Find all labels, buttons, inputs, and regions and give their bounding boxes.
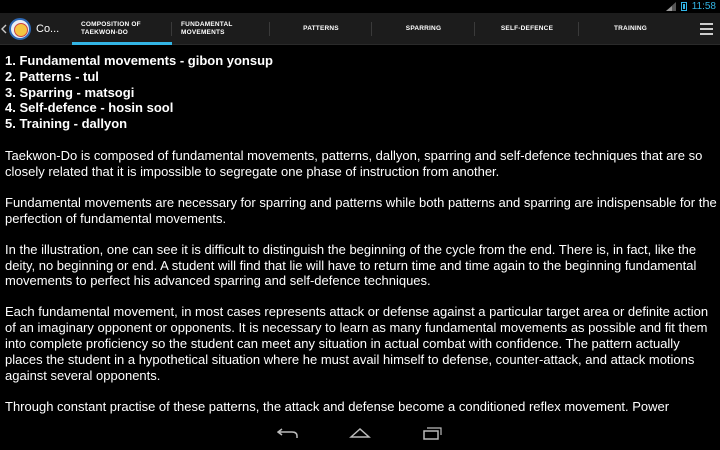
list-item: 2. Patterns - tul <box>5 68 99 84</box>
battery-icon <box>681 2 687 11</box>
tab-label: SPARRING <box>405 25 442 32</box>
tab-fundamental-movements[interactable] <box>172 13 270 45</box>
tab-label-line2: MOVEMENTS <box>181 29 225 36</box>
paragraph: In the illustration, one can see it is difficult to distinguish the beginning of the cycle from the end. There is, in fact, like the deity, no beginning or end. A student will find that lie will have to return time and time again to the beginning fundamental movements to perfect his advanced sparring and self-defence techniques. <box>5 241 697 289</box>
status-bar <box>0 0 720 13</box>
list-item: 3. Sparring - matsogi <box>5 84 135 100</box>
list-item: 5. Training - dallyon <box>5 116 128 132</box>
status-time: 11:58 <box>691 1 716 12</box>
app-title: Co... <box>36 23 60 35</box>
paragraph: Fundamental movements are necessary for sparring and patterns while both patterns and sparring are indispensable for the perfection of fundamental movements. <box>5 194 717 226</box>
back-nav-icon[interactable] <box>276 425 300 441</box>
tab-sparring[interactable] <box>372 13 475 45</box>
system-nav-bar <box>0 416 720 450</box>
tab-label: TRAINING <box>613 25 647 32</box>
tab-composition-of-taekwon-do[interactable] <box>72 13 172 45</box>
tab-label-line1: COMPOSITION OF <box>81 21 141 28</box>
menu-button[interactable] <box>692 13 720 45</box>
status-icons <box>666 0 716 13</box>
topic-list <box>5 53 717 132</box>
tab-training[interactable] <box>579 13 682 45</box>
menu-icon <box>700 22 713 37</box>
tab-patterns[interactable] <box>270 13 372 45</box>
paragraph: Each fundamental movement, in most cases represents attack or defense against a particular target area or definite action of an imaginary opponent or opponents. It is necessary to learn as many fundamental movements as possible and fit them into complete proficiency so the student can meet any situation in actual combat with confidence. The pattern actually places the student in a hypothetical situation where he must avail himself to defense, counter-attack, and attack motions against several opponents. <box>5 304 709 383</box>
action-bar <box>0 13 720 45</box>
article-content[interactable] <box>5 53 717 416</box>
tab-label: SELF-DEFENCE <box>500 25 554 32</box>
tab-strip <box>72 13 682 45</box>
tab-label: PATTERNS <box>303 25 339 32</box>
home-nav-icon[interactable] <box>348 425 372 441</box>
list-item: 4. Self-defence - hosin sool <box>5 100 174 116</box>
tab-self-defence[interactable] <box>475 13 579 45</box>
back-chevron-icon <box>0 13 8 45</box>
recent-apps-icon[interactable] <box>420 425 444 441</box>
tab-label-line2: TAEKWON-DO <box>81 29 129 36</box>
signal-icon <box>666 2 676 11</box>
list-item: 1. Fundamental movements - gibon yonsup <box>5 53 273 68</box>
taekwondo-logo-icon <box>9 18 31 40</box>
paragraph: Taekwon-Do is composed of fundamental movements, patterns, dallyon, sparring and self-defence techniques that are so closely related that it is impossible to segregate one phase of instruction from another. <box>5 147 703 179</box>
tab-label-line1: FUNDAMENTAL <box>181 21 233 28</box>
paragraph: Through constant practise of these patterns, the attack and defense become a conditioned reflex movement. Power <box>5 398 670 414</box>
up-navigation[interactable] <box>0 13 70 45</box>
